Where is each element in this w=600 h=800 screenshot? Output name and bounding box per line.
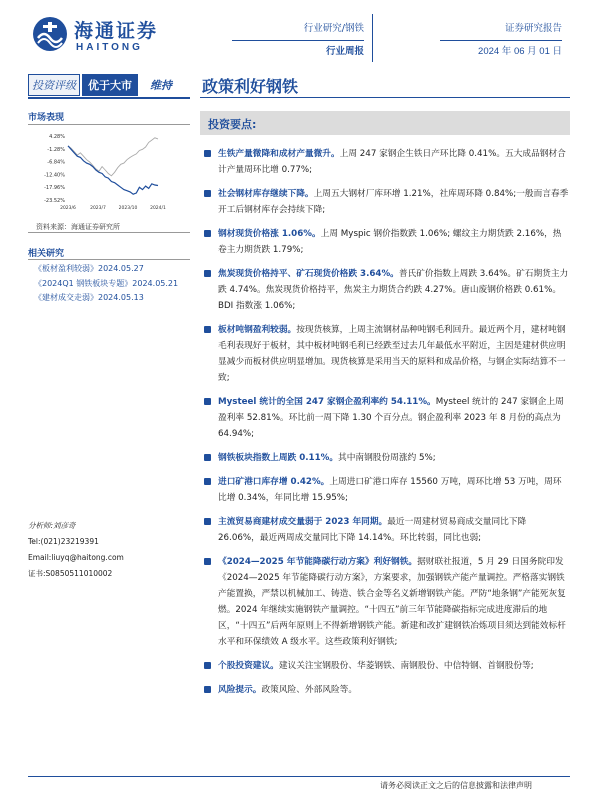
bullet-square-icon: [204, 190, 211, 197]
doc-type-label: 证券研究报告: [504, 23, 562, 34]
key-point-text: 按现货核算，上周主流钢材品种吨钢毛利回升。最近两个月，建材吨钢毛利表现好于板材，其中板材吨钢毛利已经跌至过去几年最低水平附近，主因是建材供应明显减少而板材供应明显增加。现货核算是采用当天的原料和成品价格，与钢企实际结算不一致;: [218, 325, 566, 383]
related-heading-rule: [28, 259, 190, 260]
report-meta: [440, 18, 562, 63]
page-title: 政策利好钢铁: [202, 77, 299, 96]
key-point-item: [200, 554, 570, 650]
y-tick-label: -12.40%: [44, 172, 65, 179]
key-point-highlight: Mysteel 统计的全国 247 家钢企盈利率约 54.11%。: [218, 397, 436, 407]
bullet-square-icon: [204, 454, 211, 461]
key-point-item: [200, 226, 570, 258]
key-points-list: [200, 146, 570, 706]
chart-source: 资料来源：海通证券研究所: [36, 223, 120, 231]
rating-label: 投资评级: [28, 74, 80, 96]
company-logo: [32, 14, 172, 58]
key-point-text: 上周 Myspic 钢价指数跌 1.06%; 螺纹主力期货跌 2.16%，热卷主力期货跌 1.79%;: [218, 229, 562, 255]
key-point-highlight: 个股投资建议。: [218, 661, 279, 671]
y-tick-label: 4.28%: [49, 134, 65, 140]
bullet-square-icon: [204, 478, 211, 485]
bullet-square-icon: [204, 398, 211, 405]
key-points-header: [200, 111, 570, 135]
key-point-text: 建议关注宝钢股份、华菱钢铁、南钢股份、中信特钢、首钢股份等;: [278, 661, 534, 671]
analyst-cert: 证书:S0850511010002: [28, 569, 113, 578]
y-tick-label: -23.52%: [44, 198, 65, 204]
logo-chinese-name: 海通证券: [74, 20, 159, 42]
bullet-square-icon: [204, 270, 211, 277]
y-tick-label: -1.28%: [47, 146, 65, 153]
key-point-item: [200, 266, 570, 314]
related-research-list: [34, 262, 178, 306]
sector-series-line: [68, 146, 158, 194]
bullet-square-icon: [204, 230, 211, 237]
key-point-text: Mysteel 统计的 247 家钢企上周盈利率 52.81%。环比前一周下降 1.30 个百分点。钢企盈利率 2023 年 8 月份的高点为 64.94%;: [218, 397, 564, 439]
key-point-item: [200, 394, 570, 442]
haitong-logo-icon: [32, 16, 68, 52]
rating-change: 维持: [150, 79, 172, 92]
x-tick-label: 2023/7: [90, 206, 106, 211]
key-point-item: [200, 658, 570, 674]
key-point-highlight: 《2024—2025 年节能降碳行动方案》利好钢铁。: [218, 557, 418, 567]
key-point-text: 政策风险、外部风险等。: [261, 685, 357, 695]
key-point-item: [200, 322, 570, 386]
related-item[interactable]: 《建材成交走弱》2024.05.13: [34, 293, 144, 302]
key-point-item: [200, 186, 570, 218]
rating-value: 优于大市: [82, 74, 138, 96]
key-point-highlight: 生铁产量微降和成材产量微升。: [218, 149, 340, 159]
investment-rating: [28, 74, 172, 96]
related-item[interactable]: 《板材盈利较弱》2024.05.27: [34, 264, 144, 273]
market-heading: 市场表现: [28, 113, 65, 123]
key-point-highlight: 钢铁板块指数上周跌 0.11%。: [218, 453, 339, 463]
bullet-square-icon: [204, 558, 211, 565]
key-point-highlight: 板材吨钢盈利较弱。: [218, 325, 297, 335]
footer-disclaimer: 请务必阅读正文之后的信息披露和法律声明: [380, 781, 532, 790]
bullet-square-icon: [204, 326, 211, 333]
report-date: 2024 年 06 月 01 日: [440, 40, 562, 63]
key-point-text: 普氏矿价指数上周跌 3.64%。矿石期货主力跌 4.74%。焦炭现货价格持平，焦炭主力期货合约跌 4.27%。唐山废钢价格跌 0.61%。BDI 指数涨 1.06%;: [218, 269, 569, 311]
key-point-text: 上周五大钢材厂库环增 1.21%，社库周环降 0.84%;一般而言春季开工后钢材库存会持续下降;: [218, 189, 569, 215]
related-heading: 相关研究: [28, 249, 65, 259]
key-point-highlight: 进口矿港口库存增 0.42%。: [218, 477, 330, 487]
bullet-square-icon: [204, 518, 211, 525]
y-tick-label: -17.96%: [44, 185, 65, 192]
key-point-item: [200, 682, 570, 698]
key-point-highlight: 主流贸易商建材成交量弱于 2023 年同期。: [218, 517, 388, 527]
x-tick-label: 2024/1: [150, 206, 166, 211]
footer-rule: [28, 776, 570, 777]
key-point-highlight: 钢材现货价格涨 1.06%。: [218, 229, 321, 239]
market-heading-rule: [28, 124, 190, 125]
rating-underline: [28, 97, 190, 99]
key-point-item: [200, 474, 570, 506]
key-points-heading: 投资要点:: [208, 118, 257, 131]
y-tick-label: -6.84%: [47, 159, 65, 166]
market-performance-chart: [28, 130, 190, 215]
title-underline: [200, 97, 570, 98]
key-point-item: [200, 146, 570, 178]
x-tick-label: 2023/6: [60, 206, 76, 211]
report-type-label: 行业周报: [232, 40, 364, 63]
bullet-square-icon: [204, 662, 211, 669]
bullet-square-icon: [204, 686, 211, 693]
source-rule: [28, 232, 190, 233]
key-point-highlight: 焦炭现货价格持平、矿石现货价格跌 3.64%。: [218, 269, 399, 279]
key-point-text: 上周进口矿港口库存 15560 万吨，周环比增 53 万吨，周环比增 0.34%，年同比增 15.95%;: [218, 477, 562, 503]
x-tick-label: 2023/10: [118, 206, 138, 211]
key-point-highlight: 风险提示。: [218, 685, 262, 695]
category-label: 行业研究/钢铁: [303, 23, 364, 34]
key-point-text: 上周 247 家钢企生铁日产环比降 0.41%。五大成品钢材合计产量周环比增 0.77%;: [218, 149, 566, 175]
index-series-line: [68, 138, 158, 176]
key-point-text: 最近一周建材贸易商成交量同比下降 26.06%，最近两周成交量同比下降 14.14%。环比转弱，同比也弱;: [218, 517, 527, 543]
analyst-email[interactable]: Email:liuyq@haitong.com: [28, 553, 124, 562]
key-point-item: [200, 514, 570, 546]
analyst-name: 分析师:刘彦奇: [28, 521, 76, 530]
header-divider: [372, 14, 373, 62]
report-category: [232, 18, 364, 63]
bullet-square-icon: [204, 150, 211, 157]
analyst-tel: Tel:(021)23219391: [28, 537, 99, 546]
analyst-info: [28, 518, 124, 582]
related-item[interactable]: 《2024Q1 钢铁板块专题》2024.05.21: [34, 278, 179, 288]
key-point-item: [200, 450, 570, 466]
key-point-text: 其中南钢股份周涨约 5%;: [338, 453, 436, 463]
key-point-highlight: 社会钢材库存继续下降。: [218, 189, 314, 199]
key-point-text: 据财联社报道，5 月 29 日国务院印发《2024—2025 年节能降碳行动方案》，方案要求，加强钢铁产能产量调控。严格落实钢铁产能置换，严禁以机械加工、铸造、铁合金等名义新增钢铁产能。严防“地条钢”产能死灰复燃。2024 年继续实施钢铁产量调控。“十四五”前三年节能降碳指标完成进度滞后的地区，“十四五”后两年原则上不得新增钢铁产能。新建和改扩建钢铁冶炼项目须达到能效标杆水平和环保绩效 A 级水平。这些政策利好钢铁;: [218, 557, 566, 647]
logo-english-name: HAITONG: [76, 42, 143, 53]
